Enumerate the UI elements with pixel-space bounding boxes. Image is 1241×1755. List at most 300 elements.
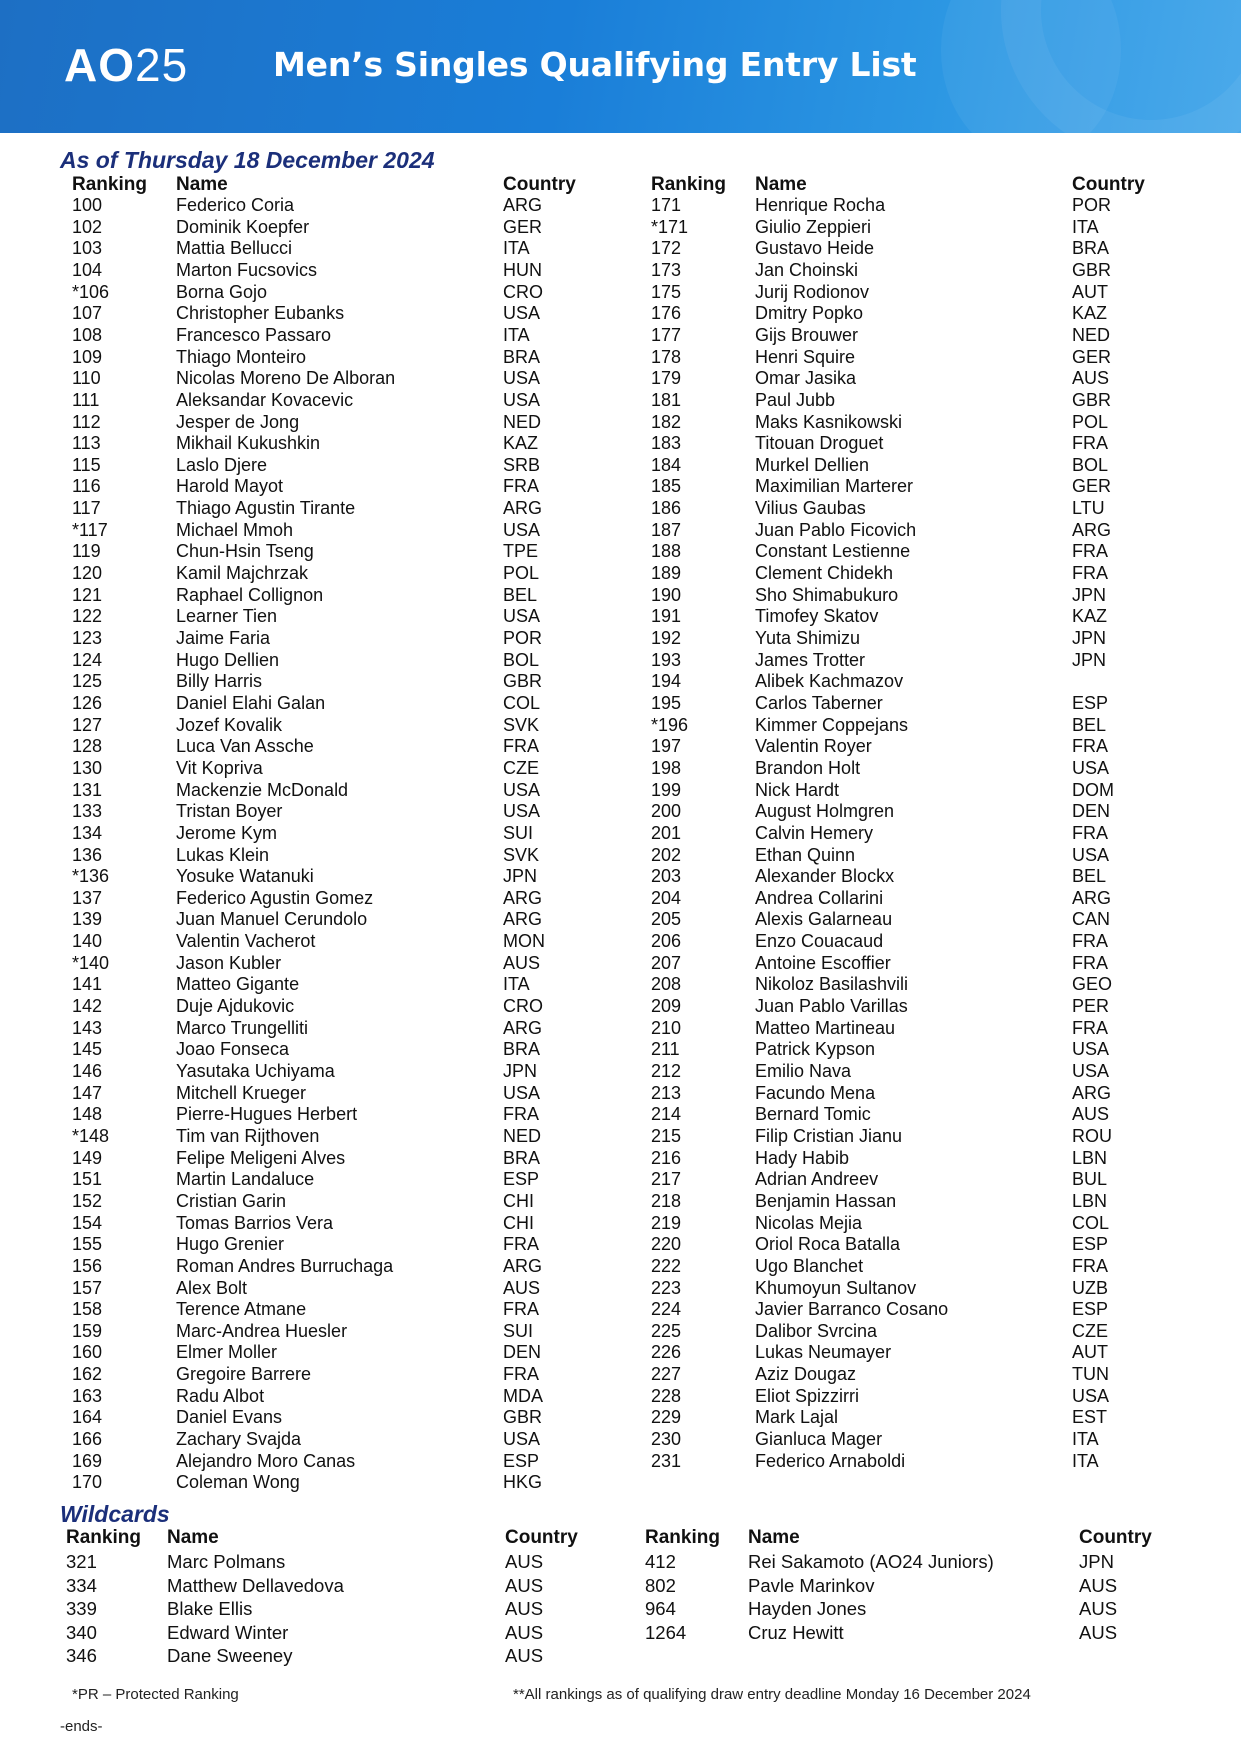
entry-country: ARG	[503, 498, 543, 519]
entry-country: FRA	[1072, 563, 1108, 584]
entry-ranking: 142	[72, 996, 103, 1017]
entry-ranking: 152	[72, 1190, 103, 1211]
entry-player-name: Hugo Grenier	[176, 1234, 285, 1255]
entry-ranking: 224	[651, 1299, 682, 1320]
entry-ranking: 184	[651, 454, 682, 475]
entry-player-name: Brandon Holt	[755, 757, 861, 778]
entry-player-name: Juan Manuel Cerundolo	[176, 909, 368, 930]
entry-country: ESP	[1072, 1299, 1109, 1320]
entry-country: GBR	[1072, 389, 1112, 410]
entry-country: JPN	[1072, 628, 1107, 648]
logo-year-text: 25	[135, 39, 189, 91]
entry-player-name: Hady Habib	[755, 1147, 850, 1168]
entry-country: GBR	[1072, 259, 1112, 280]
entry-player-name: Vilius Gaubas	[755, 498, 866, 519]
entry-ranking: 158	[72, 1299, 103, 1320]
entry-player-name: Mikhail Kukushkin	[176, 433, 321, 454]
entry-country: BOL	[503, 649, 540, 670]
entry-country: USA	[503, 389, 541, 410]
entry-ranking: *136	[72, 866, 110, 887]
entry-country: KAZ	[1072, 606, 1108, 627]
entry-ranking: 169	[72, 1450, 103, 1471]
entry-ranking: 412	[645, 1551, 676, 1572]
entry-ranking: 127	[72, 714, 103, 735]
entry-player-name: Andrea Collarini	[755, 887, 884, 908]
entry-player-name: Ugo Blanchet	[755, 1255, 864, 1276]
entry-player-name: Duje Ajdukovic	[176, 996, 295, 1017]
entry-player-name: Raphael Collignon	[176, 584, 324, 605]
entry-player-name: Yosuke Watanuki	[176, 866, 314, 887]
entry-player-name: Calvin Hemery	[755, 822, 874, 843]
entry-country: SUI	[503, 822, 534, 843]
entry-player-name: Giulio Zeppieri	[755, 216, 872, 237]
entry-ranking: 157	[72, 1277, 103, 1298]
entry-country: FRA	[503, 736, 539, 757]
entry-country: COL	[503, 692, 541, 713]
entry-player-name: Valentin Royer	[755, 736, 872, 757]
entry-player-name: Felipe Meligeni Alves	[176, 1147, 346, 1168]
entry-player-name: Zachary Svajda	[176, 1429, 302, 1450]
column-header-country: Country	[503, 174, 576, 195]
entry-player-name: Yasutaka Uchiyama	[176, 1061, 335, 1081]
entry-ranking: 147	[72, 1082, 103, 1103]
entry-ranking: 964	[645, 1598, 676, 1620]
entry-country: AUS	[1079, 1598, 1118, 1620]
entry-country: MDA	[503, 1385, 543, 1406]
entry-player-name: Adrian Andreev	[755, 1169, 879, 1190]
entry-ranking: 122	[72, 606, 103, 627]
entry-player-name: Jerome Kym	[176, 822, 278, 843]
entry-country: AUS	[505, 1598, 544, 1620]
entry-player-name: Murkel Dellien	[755, 454, 870, 475]
entry-country: ITA	[1072, 1450, 1099, 1471]
wildcard-column-header-country: Country	[1079, 1527, 1152, 1548]
entry-ranking: 178	[651, 346, 682, 367]
entry-ranking: 123	[72, 628, 103, 648]
entry-player-name: Cristian Garin	[176, 1190, 287, 1211]
entry-country: ESP	[503, 1169, 540, 1190]
entry-ranking: 220	[651, 1234, 682, 1255]
entry-ranking: 206	[651, 931, 682, 952]
entry-ranking: 198	[651, 757, 682, 778]
entry-ranking: 193	[651, 649, 682, 670]
entry-country: FRA	[1072, 931, 1108, 952]
entry-ranking: *140	[72, 952, 110, 973]
entry-player-name: Federico Coria	[176, 195, 295, 215]
entry-country: POL	[1072, 411, 1109, 432]
entry-ranking: 148	[72, 1104, 103, 1125]
entry-country: CRO	[503, 996, 543, 1017]
entry-player-name: Billy Harris	[176, 671, 263, 692]
entry-ranking: 230	[651, 1429, 682, 1450]
entry-country: BEL	[1072, 714, 1107, 735]
entry-player-name: Blake Ellis	[167, 1598, 253, 1620]
entry-player-name: Antoine Escoffier	[755, 952, 891, 973]
entry-ranking: 110	[72, 368, 101, 389]
entry-country: BOL	[1072, 454, 1109, 475]
entry-ranking: 181	[651, 389, 682, 410]
entry-player-name: Paul Jubb	[755, 389, 836, 410]
entry-ranking: 213	[651, 1082, 682, 1103]
wildcard-column-header-name: Name	[167, 1527, 219, 1548]
entry-player-name: Alejandro Moro Canas	[176, 1450, 356, 1471]
entry-country: CZE	[1072, 1320, 1108, 1341]
entry-ranking: 116	[72, 476, 101, 497]
entry-ranking: 186	[651, 498, 682, 519]
entry-player-name: Nicolas Mejia	[755, 1212, 863, 1233]
header-banner	[0, 0, 1241, 133]
entry-country: LBN	[1072, 1147, 1108, 1168]
entry-country: LTU	[1072, 498, 1105, 519]
entry-country: AUT	[1072, 281, 1108, 302]
entry-ranking: 159	[72, 1320, 103, 1341]
entry-country: AUS	[505, 1621, 544, 1643]
entry-country: FRA	[1072, 1017, 1108, 1038]
entry-country: CHI	[503, 1190, 534, 1211]
entry-country: ARG	[503, 1017, 543, 1038]
entry-player-name: Bernard Tomic	[755, 1104, 871, 1125]
entry-player-name: Vit Kopriva	[176, 757, 263, 778]
entry-ranking: 197	[651, 736, 682, 757]
entry-country: AUS	[505, 1645, 544, 1667]
entry-player-name: Filip Cristian Jianu	[755, 1125, 903, 1146]
entry-player-name: Pierre-Hugues Herbert	[176, 1104, 358, 1125]
entry-country: FRA	[503, 1104, 539, 1125]
entry-ranking: 173	[651, 259, 682, 280]
entry-player-name: Hugo Dellien	[176, 649, 280, 670]
entry-player-name: Juan Pablo Ficovich	[755, 519, 917, 540]
entry-ranking: 216	[651, 1147, 682, 1168]
entry-player-name: Juan Pablo Varillas	[755, 996, 908, 1017]
entry-player-name: Marton Fucsovics	[176, 259, 318, 280]
entry-ranking: 125	[72, 671, 103, 692]
entry-ranking: 194	[651, 671, 682, 692]
entry-player-name: Luca Van Assche	[176, 736, 314, 757]
entry-country: ITA	[503, 974, 530, 995]
entry-ranking: 211	[651, 1039, 680, 1060]
entry-country: HKG	[503, 1472, 543, 1493]
entry-ranking: 164	[72, 1407, 103, 1428]
entry-country: NED	[503, 1125, 542, 1146]
entry-ranking: 182	[651, 411, 682, 432]
entry-country: UZB	[1072, 1277, 1108, 1298]
entry-ranking: 130	[72, 757, 103, 778]
entry-player-name: Eliot Spizzirri	[755, 1385, 860, 1406]
entry-country: GER	[1072, 346, 1112, 367]
entry-ranking: *171	[651, 216, 689, 237]
entry-player-name: Jurij Rodionov	[755, 281, 870, 302]
protected-ranking-note: *PR – Protected Ranking	[72, 1686, 239, 1703]
entry-country: USA	[1072, 1385, 1110, 1406]
entry-ranking: 212	[651, 1061, 682, 1081]
entry-ranking: *148	[72, 1125, 110, 1146]
rankings-date-note: **All rankings as of qualifying draw entry deadline Monday 16 December 2024	[513, 1686, 1031, 1703]
entry-ranking: 339	[66, 1598, 97, 1620]
entry-player-name: Mackenzie McDonald	[176, 779, 349, 800]
entry-player-name: Harold Mayot	[176, 476, 284, 497]
entry-country: USA	[1072, 1061, 1110, 1081]
entry-country: ITA	[503, 324, 530, 345]
entry-player-name: Ethan Quinn	[755, 844, 856, 865]
entry-player-name: Joao Fonseca	[176, 1039, 290, 1060]
entry-player-name: Mark Lajal	[755, 1407, 839, 1428]
entry-ranking: 179	[651, 368, 682, 389]
entry-country: ESP	[1072, 1234, 1109, 1255]
entry-country: USA	[503, 606, 541, 627]
entry-ranking: 222	[651, 1255, 682, 1276]
entry-ranking: 334	[66, 1574, 97, 1596]
entry-country: AUS	[505, 1574, 544, 1596]
entry-player-name: Matteo Martineau	[755, 1017, 896, 1038]
entry-country: AUS	[503, 952, 541, 973]
entry-ranking: *106	[72, 281, 110, 302]
entry-ranking: 227	[651, 1364, 682, 1385]
entry-player-name: Radu Albot	[176, 1385, 265, 1406]
entry-country: FRA	[503, 476, 539, 497]
entry-country: BEL	[1072, 866, 1107, 887]
entry-ranking: 162	[72, 1364, 103, 1385]
entry-ranking: 119	[72, 541, 101, 562]
entry-player-name: Nick Hardt	[755, 779, 840, 800]
entry-player-name: Francesco Passaro	[176, 324, 332, 345]
entry-ranking: 126	[72, 692, 103, 713]
entry-country: POR	[503, 628, 543, 648]
entry-ranking: 228	[651, 1385, 682, 1406]
entry-player-name: Daniel Evans	[176, 1407, 283, 1428]
entry-player-name: Omar Jasika	[755, 368, 857, 389]
entry-country: ARG	[1072, 887, 1112, 908]
entry-country: USA	[503, 519, 541, 540]
entry-player-name: Hayden Jones	[748, 1598, 867, 1620]
entry-country: ARG	[1072, 519, 1112, 540]
column-header-country: Country	[1072, 174, 1145, 195]
entry-country: ARG	[503, 887, 543, 908]
entry-ranking: 203	[651, 866, 682, 887]
entry-country: ITA	[1072, 1429, 1099, 1450]
entry-player-name: Alexis Galarneau	[755, 909, 893, 930]
entry-country: USA	[1072, 844, 1110, 865]
entry-player-name: Valentin Vacherot	[176, 931, 316, 952]
entry-player-name: Gijs Brouwer	[755, 324, 859, 345]
entry-ranking: 155	[72, 1234, 103, 1255]
entry-player-name: Mattia Bellucci	[176, 238, 293, 259]
entry-player-name: Rei Sakamoto (AO24 Juniors)	[748, 1551, 994, 1572]
entry-ranking: 208	[651, 974, 682, 995]
entry-ranking: 218	[651, 1190, 682, 1211]
entry-ranking: 215	[651, 1125, 682, 1146]
entry-player-name: Mitchell Krueger	[176, 1082, 307, 1103]
entry-country: FRA	[1072, 952, 1108, 973]
entry-player-name: Marc-Andrea Huesler	[176, 1320, 348, 1341]
entry-ranking: 321	[66, 1551, 97, 1572]
entry-ranking: 209	[651, 996, 682, 1017]
entry-ranking: 177	[651, 324, 682, 345]
wildcard-column-header-ranking: Ranking	[645, 1527, 720, 1548]
column-header-name: Name	[176, 174, 228, 195]
entry-ranking: 171	[651, 195, 682, 215]
entry-ranking: 109	[72, 346, 103, 367]
entry-player-name: Edward Winter	[167, 1621, 289, 1643]
entry-player-name: Dominik Koepfer	[176, 216, 310, 237]
wildcard-column-header-name: Name	[748, 1527, 800, 1548]
entry-player-name: Patrick Kypson	[755, 1039, 876, 1060]
entry-country: CAN	[1072, 909, 1111, 930]
entry-ranking: 201	[651, 822, 682, 843]
entry-ranking: 111	[72, 389, 100, 410]
entry-ranking: 128	[72, 736, 103, 757]
entry-player-name: August Holmgren	[755, 801, 895, 822]
entry-country: ROU	[1072, 1125, 1112, 1146]
entry-ranking: 1264	[645, 1621, 687, 1643]
entry-player-name: Federico Arnaboldi	[755, 1450, 906, 1471]
entry-country: BEL	[503, 584, 538, 605]
entry-player-name: Henri Squire	[755, 346, 856, 367]
entry-ranking: 195	[651, 692, 682, 713]
entry-player-name: Javier Barranco Cosano	[755, 1299, 949, 1320]
entry-player-name: Tomas Barrios Vera	[176, 1212, 334, 1233]
entry-player-name: Aziz Dougaz	[755, 1364, 857, 1385]
wildcard-column-header-country: Country	[505, 1527, 578, 1548]
entry-ranking: 137	[72, 887, 103, 908]
entry-country: USA	[503, 368, 541, 389]
entry-country: GER	[503, 216, 543, 237]
entry-player-name: Oriol Roca Batalla	[755, 1234, 901, 1255]
entry-country: NED	[1072, 324, 1111, 345]
entry-ranking: 120	[72, 563, 103, 584]
entry-player-name: Benjamin Hassan	[755, 1190, 897, 1211]
entry-ranking: 231	[651, 1450, 682, 1471]
entry-player-name: Gustavo Heide	[755, 238, 875, 259]
entry-player-name: Gianluca Mager	[755, 1429, 883, 1450]
entry-ranking: 214	[651, 1104, 682, 1125]
entry-country: GER	[1072, 476, 1112, 497]
entry-player-name: Khumoyun Sultanov	[755, 1277, 917, 1298]
entry-country: BUL	[1072, 1169, 1108, 1190]
entry-player-name: Tristan Boyer	[176, 801, 283, 822]
entry-player-name: James Trotter	[755, 649, 866, 670]
entry-ranking: 112	[72, 411, 101, 432]
entry-country: ITA	[1072, 216, 1099, 237]
entry-country: TUN	[1072, 1364, 1109, 1385]
entry-country: COL	[1072, 1212, 1110, 1233]
entry-player-name: Daniel Elahi Galan	[176, 692, 326, 713]
entry-ranking: 104	[72, 259, 103, 280]
entry-country: JPN	[1079, 1551, 1114, 1572]
entry-ranking: 140	[72, 931, 103, 952]
entry-ranking: 225	[651, 1320, 682, 1341]
entry-player-name: Gregoire Barrere	[176, 1364, 312, 1385]
entry-ranking: 154	[72, 1212, 103, 1233]
entry-country: SVK	[503, 844, 540, 865]
entry-country: GEO	[1072, 974, 1113, 995]
entry-country: BRA	[503, 346, 541, 367]
entry-player-name: Jaime Faria	[176, 628, 271, 648]
entry-ranking: 160	[72, 1342, 103, 1363]
entry-ranking: 204	[651, 887, 682, 908]
entry-country: TPE	[503, 541, 539, 562]
ends-marker: -ends-	[60, 1718, 103, 1735]
entry-ranking: 219	[651, 1212, 682, 1233]
entry-player-name: Constant Lestienne	[755, 541, 911, 562]
entry-ranking: 202	[651, 844, 682, 865]
entry-ranking: 190	[651, 584, 682, 605]
entry-ranking: 117	[72, 498, 101, 519]
entry-country: JPN	[503, 866, 538, 887]
entry-country: LBN	[1072, 1190, 1108, 1211]
entry-ranking: 121	[72, 584, 103, 605]
entry-ranking: 172	[651, 238, 682, 259]
entry-ranking: 131	[72, 779, 103, 800]
entry-country: USA	[1072, 757, 1110, 778]
entry-ranking: 191	[651, 606, 682, 627]
entry-country: KAZ	[503, 433, 539, 454]
entry-player-name: Marc Polmans	[167, 1551, 286, 1572]
entry-country: BRA	[503, 1039, 541, 1060]
entry-country: NED	[503, 411, 542, 432]
entry-country: POL	[503, 563, 540, 584]
entry-country: DEN	[1072, 801, 1111, 822]
entry-country: USA	[503, 801, 541, 822]
entry-ranking: 103	[72, 238, 103, 259]
entry-player-name: Thiago Monteiro	[176, 346, 307, 367]
entry-ranking: 115	[72, 454, 101, 475]
entry-ranking: 139	[72, 909, 103, 930]
entry-player-name: Chun-Hsin Tseng	[176, 541, 314, 562]
entry-country: AUS	[1072, 368, 1110, 389]
entry-player-name: Kimmer Coppejans	[755, 714, 909, 735]
entry-country: FRA	[1072, 736, 1108, 757]
entry-country: JPN	[1072, 584, 1107, 605]
entry-ranking: 175	[651, 281, 682, 302]
entry-country: SUI	[503, 1320, 534, 1341]
entry-ranking: 151	[72, 1169, 103, 1190]
entry-country: KAZ	[1072, 303, 1108, 324]
entry-player-name: Lukas Klein	[176, 844, 270, 865]
entry-country: DEN	[503, 1342, 542, 1363]
entry-player-name: Nikoloz Basilashvili	[755, 974, 909, 995]
entry-country: ESP	[503, 1450, 540, 1471]
entry-country: AUS	[505, 1551, 544, 1572]
entry-country: PER	[1072, 996, 1110, 1017]
entry-ranking: 100	[72, 195, 103, 215]
column-header-ranking: Ranking	[72, 174, 147, 195]
entry-country: GBR	[503, 1407, 543, 1428]
entry-ranking: 185	[651, 476, 682, 497]
entry-ranking: 192	[651, 628, 682, 648]
entry-player-name: Timofey Skatov	[755, 606, 879, 627]
entry-country: JPN	[503, 1061, 538, 1081]
entry-player-name: Terence Atmane	[176, 1299, 307, 1320]
entry-ranking: 166	[72, 1429, 103, 1450]
entry-country: BRA	[503, 1147, 541, 1168]
entry-player-name: Laslo Djere	[176, 454, 268, 475]
entry-ranking: 136	[72, 844, 103, 865]
entry-country: ESP	[1072, 692, 1109, 713]
entry-ranking: 346	[66, 1645, 97, 1667]
entry-ranking: 170	[72, 1472, 103, 1493]
entry-player-name: Jan Choinski	[755, 259, 859, 280]
entry-ranking: 210	[651, 1017, 682, 1038]
entry-country: CRO	[503, 281, 543, 302]
entry-ranking: 200	[651, 801, 682, 822]
entry-player-name: Carlos Taberner	[755, 692, 883, 713]
entry-country: AUT	[1072, 1342, 1108, 1363]
entry-country: USA	[503, 1082, 541, 1103]
entry-player-name: Christopher Eubanks	[176, 303, 345, 324]
entry-country: USA	[503, 1429, 541, 1450]
entry-player-name: Yuta Shimizu	[755, 628, 861, 648]
ao25-logo	[64, 40, 188, 90]
